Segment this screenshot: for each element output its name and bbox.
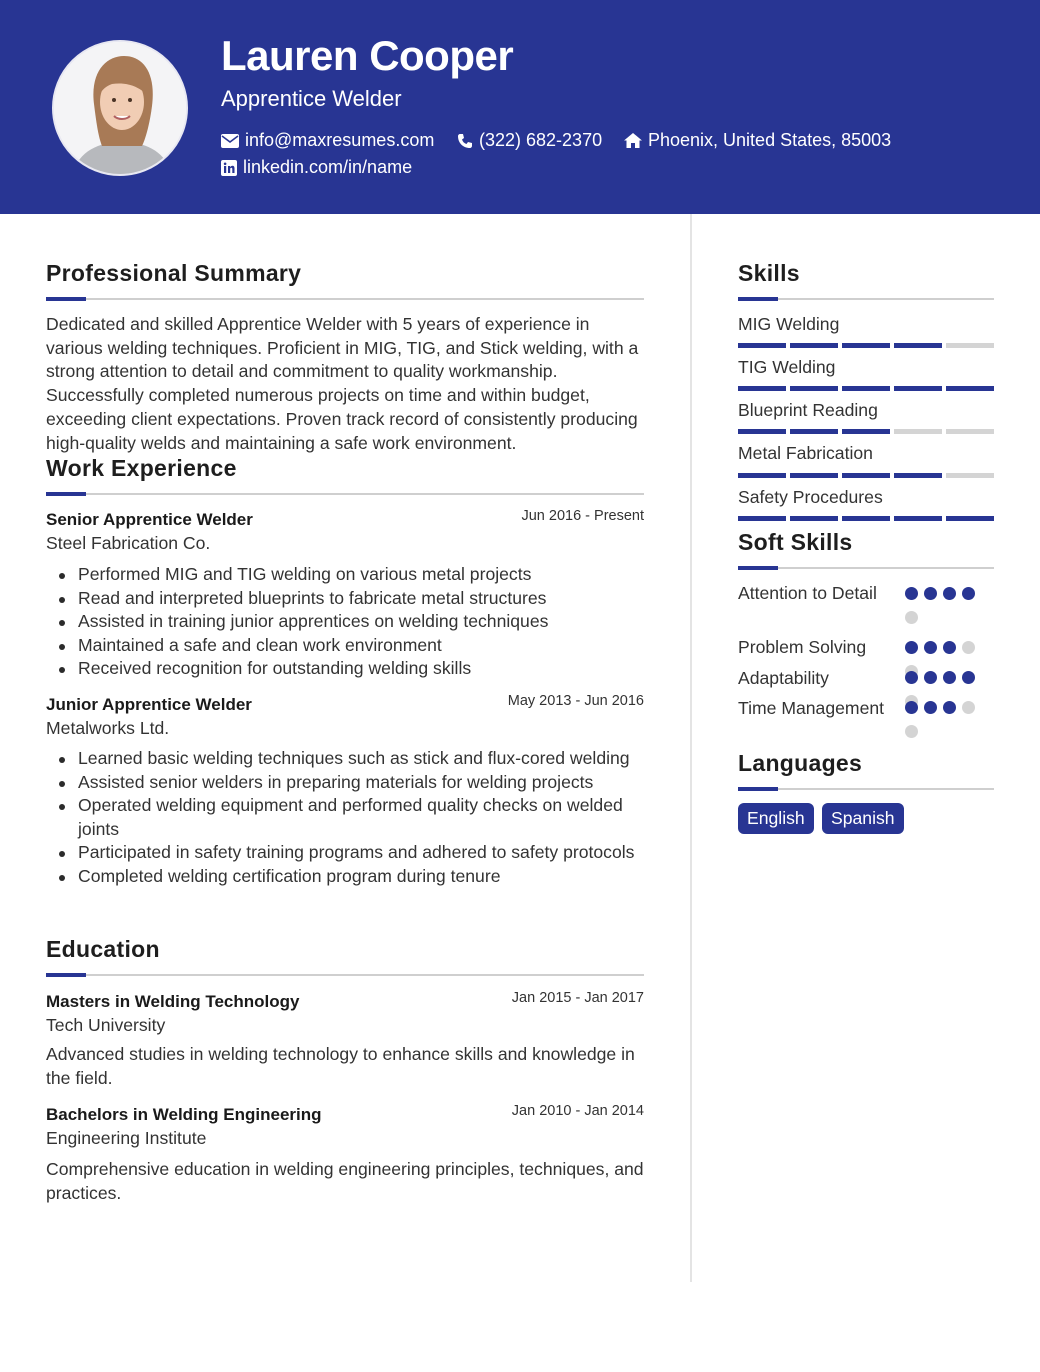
rating-dot xyxy=(924,587,937,600)
skill-level-segment xyxy=(738,473,786,478)
skill-level-segment xyxy=(946,516,994,521)
job-bullet: Completed welding certification program during tenure xyxy=(46,865,646,889)
rating-dot xyxy=(905,587,918,600)
candidate-role: Apprentice Welder xyxy=(221,86,402,111)
rating-dot xyxy=(962,701,975,714)
skill-level-segment xyxy=(946,386,994,391)
rating-dot xyxy=(962,671,975,684)
soft-skill-name: Attention to Detail xyxy=(738,583,877,603)
home-icon xyxy=(624,133,642,148)
job-bullet: Participated in safety training programs and adhered to safety protocols xyxy=(46,841,646,865)
job-bullet: Assisted senior welders in preparing materials for welding projects xyxy=(46,771,646,795)
degree-description: Advanced studies in welding technology to enhance skills and knowledge in the field. xyxy=(46,1044,635,1088)
linkedin-text[interactable]: linkedin.com/in/name xyxy=(243,157,413,177)
skill-level-segment xyxy=(842,386,890,391)
skill-level-segment xyxy=(842,429,890,434)
skill-level-bar xyxy=(738,343,998,348)
job-bullets xyxy=(46,747,646,889)
summary-text: Dedicated and skilled Apprentice Welder with 5 years of experience in various welding techniques. Proficient in MIG, TIG, and Stick welding, with a strong attention to detail and commitment to quality workmanship. Successfully completed numerous projects on time and within budget, exceeding client expectations. Proven track record of consistently producing high-quality welds and maintaining a safe work environment. xyxy=(46,314,639,453)
skills-heading: Skills xyxy=(738,260,800,286)
education-accent xyxy=(46,973,86,977)
job-bullet: Operated welding equipment and performed quality checks on welded joints xyxy=(46,794,646,841)
resume-header xyxy=(0,0,1040,214)
rating-dot xyxy=(905,671,918,684)
summary-rule xyxy=(46,298,644,300)
location-text: Phoenix, United States, 85003 xyxy=(648,130,892,150)
soft-skill-name: Time Management xyxy=(738,698,885,718)
education-heading: Education xyxy=(46,936,160,962)
linkedin-icon xyxy=(221,160,237,176)
soft-skills-accent xyxy=(738,566,778,570)
skill-level-segment xyxy=(894,429,942,434)
skill-name: MIG Welding xyxy=(738,314,840,334)
experience-rule xyxy=(46,493,644,495)
rating-dot xyxy=(943,641,956,654)
contact-phone[interactable] xyxy=(457,130,602,151)
skill-level-segment xyxy=(894,516,942,521)
job-bullets xyxy=(46,563,646,681)
language-badge: English xyxy=(738,803,814,834)
phone-text[interactable]: (322) 682-2370 xyxy=(479,130,603,150)
education-rule xyxy=(46,974,644,976)
skill-level-segment xyxy=(790,343,838,348)
school-name: Engineering Institute xyxy=(46,1128,207,1148)
soft-skill-rating xyxy=(905,587,985,635)
skill-name: Safety Procedures xyxy=(738,487,883,507)
skill-level-segment xyxy=(842,473,890,478)
job-company: Metalworks Ltd. xyxy=(46,718,170,738)
skill-level-segment xyxy=(738,429,786,434)
skill-level-segment xyxy=(946,429,994,434)
soft-skills-heading: Soft Skills xyxy=(738,529,853,555)
languages-accent xyxy=(738,787,778,791)
job-dates: May 2013 - Jun 2016 xyxy=(507,693,644,709)
skill-level-segment xyxy=(790,516,838,521)
skills-accent xyxy=(738,297,778,301)
languages-heading: Languages xyxy=(738,750,863,776)
rating-dot xyxy=(905,611,918,624)
skill-level-bar xyxy=(738,386,998,391)
job-bullet: Maintained a safe and clean work environment xyxy=(46,634,646,658)
phone-icon xyxy=(457,133,473,149)
job-company: Steel Fabrication Co. xyxy=(46,533,211,553)
summary-heading: Professional Summary xyxy=(46,260,302,286)
rating-dot xyxy=(962,587,975,600)
degree-title: Bachelors in Welding Engineering xyxy=(46,1105,322,1124)
skill-level-segment xyxy=(738,343,786,348)
job-title: Senior Apprentice Welder xyxy=(46,510,253,529)
degree-description: Comprehensive education in welding engineering principles, techniques, and practices. xyxy=(46,1159,644,1203)
skill-level-segment xyxy=(946,343,994,348)
column-divider xyxy=(690,214,692,1282)
degree-dates: Jan 2010 - Jan 2014 xyxy=(511,1103,644,1119)
skill-level-segment xyxy=(790,429,838,434)
rating-dot xyxy=(905,725,918,738)
job-bullet: Read and interpreted blueprints to fabricate metal structures xyxy=(46,587,646,611)
contact-location xyxy=(624,130,891,151)
skill-level-segment xyxy=(790,473,838,478)
experience-heading: Work Experience xyxy=(46,455,237,481)
language-badge: Spanish xyxy=(822,803,904,834)
skill-level-segment xyxy=(894,386,942,391)
contact-email[interactable] xyxy=(221,130,434,151)
soft-skill-rating xyxy=(905,701,985,749)
skill-level-segment xyxy=(894,343,942,348)
rating-dot xyxy=(962,641,975,654)
candidate-name: Lauren Cooper xyxy=(221,32,514,79)
profile-photo xyxy=(52,40,188,176)
job-bullet: Performed MIG and TIG welding on various metal projects xyxy=(46,563,646,587)
skill-level-bar xyxy=(738,429,998,434)
skill-level-segment xyxy=(738,386,786,391)
skill-level-segment xyxy=(946,473,994,478)
job-dates: Jun 2016 - Present xyxy=(521,508,644,524)
job-bullet: Assisted in training junior apprentices on welding techniques xyxy=(46,610,646,634)
job-bullet: Received recognition for outstanding welding skills xyxy=(46,657,646,681)
rating-dot xyxy=(924,701,937,714)
skill-level-segment xyxy=(894,473,942,478)
degree-dates: Jan 2015 - Jan 2017 xyxy=(511,990,644,1006)
summary-accent xyxy=(46,297,86,301)
rating-dot xyxy=(943,587,956,600)
soft-skill-name: Adaptability xyxy=(738,668,829,688)
job-bullet: Learned basic welding techniques such as stick and flux-cored welding xyxy=(46,747,646,771)
rating-dot xyxy=(924,641,937,654)
rating-dot xyxy=(924,671,937,684)
degree-title: Masters in Welding Technology xyxy=(46,992,300,1011)
rating-dot xyxy=(943,701,956,714)
school-name: Tech University xyxy=(46,1015,166,1035)
rating-dot xyxy=(905,641,918,654)
email-text[interactable]: info@maxresumes.com xyxy=(245,130,435,150)
skill-name: Blueprint Reading xyxy=(738,400,878,420)
rating-dot xyxy=(905,701,918,714)
skill-level-segment xyxy=(842,516,890,521)
skill-level-segment xyxy=(738,516,786,521)
job-title: Junior Apprentice Welder xyxy=(46,695,252,714)
contact-linkedin[interactable] xyxy=(221,157,412,178)
rating-dot xyxy=(943,671,956,684)
experience-accent xyxy=(46,492,86,496)
skill-level-segment xyxy=(842,343,890,348)
skill-name: Metal Fabrication xyxy=(738,443,873,463)
skill-level-bar xyxy=(738,516,998,521)
skill-level-bar xyxy=(738,473,998,478)
skill-level-segment xyxy=(790,386,838,391)
envelope-icon xyxy=(221,134,239,148)
soft-skill-name: Problem Solving xyxy=(738,637,867,657)
skill-name: TIG Welding xyxy=(738,357,836,377)
